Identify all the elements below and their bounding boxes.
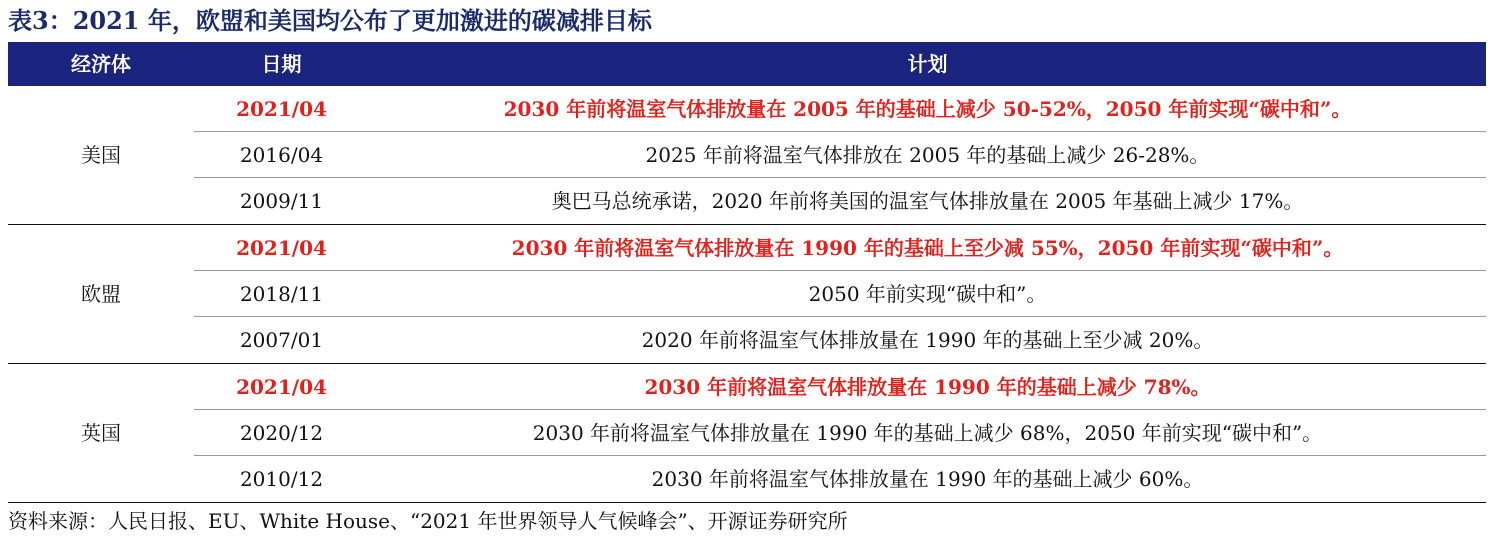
group-uk: [8, 364, 1486, 503]
date-cell: 2007/01: [239, 328, 324, 352]
plan-cell: 2030 年前将温室气体排放量在 1990 年的基础上至少减 55%，2050 年前实现“碳中和”。: [511, 236, 1344, 260]
header-plan: 计划: [907, 52, 948, 76]
group-eu: [8, 225, 1486, 364]
table-row: [194, 225, 1486, 271]
table-row: [194, 86, 1486, 132]
date-cell: 2021/04: [236, 375, 327, 399]
table-row: [194, 410, 1486, 456]
plan-cell: 2030 年前将温室气体排放量在 1990 年的基础上减少 68%，2050 年前实现“碳中和”。: [532, 421, 1323, 445]
entity-cell: 英国: [81, 421, 121, 445]
plan-cell: 2030 年前将温室气体排放量在 2005 年的基础上减少 50-52%，2050 年前实现“碳中和”。: [503, 97, 1352, 121]
plan-cell: 奥巴马总统承诺，2020 年前将美国的温室气体排放量在 2005 年基础上减少 17%。: [551, 189, 1304, 213]
date-cell: 2021/04: [236, 236, 327, 260]
group-us: [8, 86, 1486, 225]
table-header: [8, 42, 1486, 86]
source-note: 资料来源：人民日报、EU、White House、“2021 年世界领导人气候峰会”、开源证券研究所: [8, 509, 848, 533]
table-title: 表3：2021 年，欧盟和美国均公布了更加激进的碳减排目标: [8, 6, 652, 35]
entity-cell: 美国: [81, 143, 121, 167]
entity-cell: 欧盟: [81, 282, 121, 306]
table-row: [194, 364, 1486, 410]
date-cell: 2018/11: [239, 282, 324, 306]
plan-cell: 2020 年前将温室气体排放量在 1990 年的基础上至少减 20%。: [641, 328, 1214, 352]
date-cell: 2010/12: [239, 467, 324, 491]
table-row: [194, 317, 1486, 363]
header-entity: 经济体: [71, 52, 131, 76]
table-row: [194, 132, 1486, 178]
date-cell: 2016/04: [239, 143, 324, 167]
table-row: [194, 456, 1486, 502]
plan-cell: 2025 年前将温室气体排放在 2005 年的基础上减少 26-28%。: [645, 143, 1210, 167]
date-cell: 2009/11: [239, 189, 324, 213]
table-body: [8, 86, 1486, 503]
table-row: [194, 178, 1486, 224]
plan-cell: 2030 年前将温室气体排放量在 1990 年的基础上减少 60%。: [651, 467, 1204, 491]
date-cell: 2021/04: [236, 97, 327, 121]
date-cell: 2020/12: [239, 421, 324, 445]
plan-cell: 2030 年前将温室气体排放量在 1990 年的基础上减少 78%。: [644, 375, 1211, 399]
header-date: 日期: [261, 52, 302, 76]
table-row: [194, 271, 1486, 317]
plan-cell: 2050 年前实现“碳中和”。: [808, 282, 1047, 306]
